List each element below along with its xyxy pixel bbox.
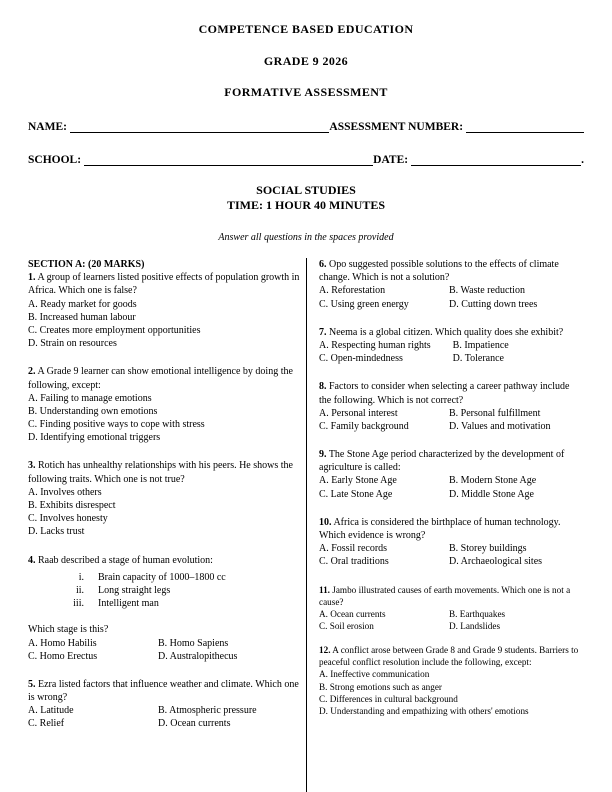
options-list: [28, 298, 300, 351]
answer-option: C. Homo Erectus: [28, 650, 98, 662]
answer-option: C. Soil erosion: [319, 620, 374, 631]
answer-option: B. Storey buildings: [449, 543, 527, 555]
question: [319, 448, 584, 501]
question-number: 11.: [319, 584, 330, 595]
answer-option: C. Involves honesty: [28, 513, 108, 525]
answer-option: D. Australopithecus: [158, 650, 238, 662]
roman-item-text: Intelligent man: [98, 598, 159, 610]
answer-option: A. Fossil records: [319, 543, 388, 555]
question-stem: Africa is considered the birthplace of human technology. Which evidence is wrong?: [319, 516, 561, 541]
question-number: 8.: [319, 381, 327, 393]
answer-option: D. Lacks trust: [28, 526, 85, 538]
answer-option: C. Open-mindedness: [319, 353, 403, 365]
roman-item-text: Brain capacity of 1000–1800 cc: [98, 571, 226, 583]
answer-option: D. Identifying emotional triggers: [28, 432, 161, 444]
question-text: [28, 554, 300, 567]
answer-option: D. Middle Stone Age: [449, 488, 534, 500]
name-blank: [70, 120, 329, 133]
answer-option: B. Atmospheric pressure: [158, 705, 257, 717]
question-number: 3.: [28, 460, 36, 472]
instructions-line: Answer all questions in the spaces provided: [218, 232, 394, 243]
right-column: [307, 258, 584, 792]
answer-option: C. Creates more employment opportunities: [28, 324, 201, 336]
question-stem: A Grade 9 learner can show emotional intelligence by doing the following, except:: [28, 366, 293, 391]
options-list: [28, 392, 300, 445]
question: [28, 459, 300, 538]
answer-option: B. Waste reduction: [449, 285, 525, 297]
section-a-title: SECTION A: (20 MARKS): [28, 259, 145, 270]
options-list: [319, 339, 584, 365]
question-text: [319, 380, 584, 406]
answer-option: D. Strain on resources: [28, 338, 117, 350]
answer-option: C. Differences in cultural background: [319, 693, 458, 704]
answer-option: B. Increased human labour: [28, 311, 136, 323]
name-line: [28, 120, 584, 133]
answer-option: A. Personal interest: [319, 407, 398, 419]
question-followup: Which stage is this?: [28, 624, 109, 636]
answer-option: D. Cutting down trees: [449, 298, 538, 310]
question-number: 5.: [28, 678, 36, 690]
options-list: [28, 637, 300, 663]
answer-option: C. Family background: [319, 420, 409, 432]
answer-option: B. Strong emotions such as anger: [319, 681, 442, 692]
question-stem: Opo suggested possible solutions to the effects of climate change. Which is not a solution?: [319, 259, 559, 284]
question: [28, 271, 300, 350]
answer-option: A. Early Stone Age: [319, 475, 397, 487]
question-text: [319, 448, 584, 474]
question: [28, 365, 300, 444]
assessment-type: FORMATIVE ASSESSMENT: [224, 85, 388, 99]
answer-option: C. Oral traditions: [319, 556, 389, 568]
answer-option: D. Values and motivation: [449, 420, 551, 432]
answer-option: C. Using green energy: [319, 298, 409, 310]
answer-option: A. Respecting human rights: [319, 339, 431, 351]
answer-option: B. Earthquakes: [449, 608, 506, 619]
question: [28, 554, 300, 663]
date-line-suffix: .: [581, 154, 584, 166]
question-text: [319, 516, 584, 542]
answer-option: D. Tolerance: [452, 353, 504, 365]
question-number: 7.: [319, 326, 327, 338]
assessment-number-blank: [466, 120, 584, 133]
question: [319, 258, 584, 311]
subject-block: [28, 183, 584, 213]
question-number: 4.: [28, 554, 36, 566]
school-blank: [84, 153, 373, 166]
question-text: [319, 584, 584, 608]
roman-list-item: [62, 597, 300, 610]
question: [319, 644, 584, 717]
question-stem: A conflict arose between Grade 8 and Grade 9 students. Barriers to peaceful conflict resolution include the following, except:: [319, 645, 579, 668]
roman-list-item: [62, 584, 300, 597]
answer-option: C. Relief: [28, 718, 65, 730]
options-list: [28, 486, 300, 539]
question-stem: Rotich has unhealthy relationships with his peers. He shows the following traits. Which one is not true?: [28, 460, 293, 485]
roman-item-text: Long straight legs: [98, 584, 171, 596]
question-stem: Factors to consider when selecting a career pathway include the following. Which is not correct?: [319, 381, 570, 406]
answer-option: D. Understanding and empathizing with others' emotions: [319, 705, 529, 716]
answer-option: C. Finding positive ways to cope with stress: [28, 419, 205, 431]
date-blank: [411, 153, 581, 166]
roman-numeral: iii.: [73, 598, 84, 610]
answer-option: A. Involves others: [28, 486, 102, 498]
question: [319, 380, 584, 433]
answer-option: D. Landslides: [449, 620, 501, 631]
question-text: [319, 326, 584, 339]
question-stem: Jambo illustrated causes of earth movements. Which one is not a cause?: [319, 584, 571, 607]
options-list: [319, 407, 584, 433]
question-number: 10.: [319, 516, 332, 528]
subject-title: SOCIAL STUDIES: [256, 183, 356, 197]
question: [319, 516, 584, 569]
question-text: [28, 271, 300, 297]
answer-option: B. Homo Sapiens: [158, 637, 229, 649]
question-text: [28, 365, 300, 391]
answer-option: A. Latitude: [28, 705, 74, 717]
question: [28, 678, 300, 731]
answer-option: B. Impatience: [452, 339, 509, 351]
question-number: 1.: [28, 272, 36, 284]
answer-option: B. Understanding own emotions: [28, 405, 158, 417]
time-allowed: TIME: 1 HOUR 40 MINUTES: [226, 198, 385, 212]
answer-option: B. Exhibits disrespect: [28, 500, 116, 511]
date-label: DATE:: [373, 154, 409, 166]
question: [319, 584, 584, 633]
answer-option: C. Late Stone Age: [319, 488, 393, 500]
assessment-number-label: ASSESSMENT NUMBER:: [329, 121, 464, 133]
question-stem: A group of learners listed positive effects of population growth in Africa. Which one is false?: [28, 272, 300, 297]
roman-numeral: ii.: [75, 584, 84, 596]
answer-option: A. Reforestation: [319, 285, 386, 297]
answer-option: B. Modern Stone Age: [449, 475, 537, 487]
question-number: 2.: [28, 366, 36, 378]
question-number: 9.: [319, 449, 327, 461]
question-text: [319, 644, 584, 668]
answer-option: B. Personal fulfillment: [449, 407, 541, 419]
roman-list-item: [62, 571, 300, 584]
options-list: [319, 284, 584, 310]
answer-option: A. Homo Habilis: [28, 637, 97, 649]
school-label: SCHOOL:: [28, 154, 82, 166]
school-line: [28, 153, 584, 166]
answer-option: A. Failing to manage emotions: [28, 392, 152, 404]
grade-line: GRADE 9 2026: [263, 54, 349, 68]
options-list: [319, 474, 584, 500]
question-columns: [28, 258, 584, 792]
answer-option: D. Ocean currents: [158, 718, 231, 730]
answer-option: A. Ocean currents: [319, 608, 386, 619]
question-stem: The Stone Age period characterized by the development of agriculture is called:: [319, 449, 565, 474]
question-text: [28, 678, 300, 704]
options-list: [319, 542, 584, 568]
name-label: NAME:: [28, 121, 67, 133]
question-stem: Ezra listed factors that influence weather and climate. Which one is wrong?: [28, 678, 299, 704]
roman-list: [62, 571, 300, 611]
answer-option: A. Ready market for goods: [28, 298, 137, 310]
options-list: [319, 668, 584, 717]
question-number: 12.: [319, 645, 331, 656]
left-column: [28, 258, 300, 792]
question-number: 6.: [319, 259, 327, 270]
question: [319, 326, 584, 366]
roman-numeral: i.: [78, 571, 84, 583]
question-stem: Neema is a global citizen. Which quality does she exhibit?: [329, 326, 564, 338]
options-list: [319, 608, 584, 632]
options-list: [28, 704, 300, 730]
document-title: COMPETENCE BASED EDUCATION: [198, 22, 414, 36]
answer-option: D. Archaeological sites: [449, 556, 543, 568]
question-text: [28, 459, 300, 485]
answer-option: A. Ineffective communication: [319, 669, 430, 680]
question-stem: Raab described a stage of human evolution:: [38, 554, 213, 566]
question-text: [319, 258, 584, 284]
